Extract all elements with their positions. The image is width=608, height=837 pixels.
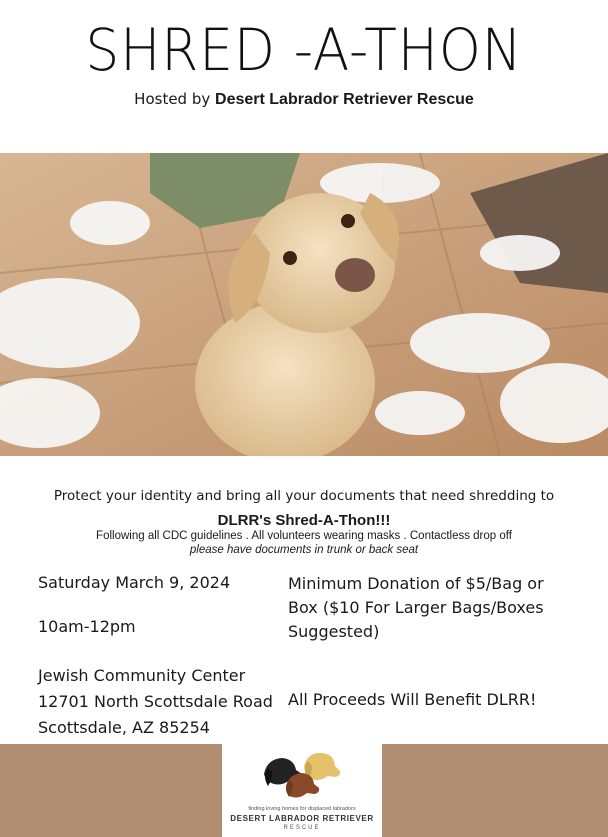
trunk-note: please have documents in trunk or back seat [189, 544, 419, 556]
hosted-by-label: Hosted by [134, 90, 211, 108]
proceeds-note: All Proceeds Will Benefit DLRR! [288, 690, 537, 709]
event-date: Saturday March 9, 2024 [38, 573, 231, 592]
venue-city: Scottsdale, AZ 85254 [38, 718, 210, 737]
logo-subtitle: RESCUE [283, 825, 321, 831]
cdc-guidelines-text: Following all CDC guidelines . All volunteers wearing masks . Contactless drop off [96, 530, 512, 542]
event-time: 10am-12pm [38, 617, 136, 636]
hosted-by-line [0, 90, 608, 109]
logo-name: DESERT LABRADOR RETRIEVER [230, 814, 374, 823]
donation-line-3: Suggested) [288, 622, 380, 641]
labrador-heads-icon [222, 744, 382, 804]
logo-tagline: finding loving homes for displaced labradors [248, 806, 356, 812]
venue-street: 12701 North Scottsdale Road [38, 692, 273, 711]
dog-photo [0, 153, 608, 456]
donation-line-1: Minimum Donation of $5/Bag or [288, 574, 544, 593]
intro-text: Protect your identity and bring all your documents that need shredding to [53, 488, 555, 504]
dlrr-logo [222, 744, 382, 837]
event-headline: DLRR's Shred-A-Thon!!! [217, 512, 391, 529]
host-organization: Desert Labrador Retriever Rescue [215, 91, 474, 108]
donation-line-2: Box ($10 For Larger Bags/Boxes [288, 598, 544, 617]
venue-name: Jewish Community Center [38, 666, 246, 685]
page-title: SHRED -A-THON [85, 16, 523, 84]
